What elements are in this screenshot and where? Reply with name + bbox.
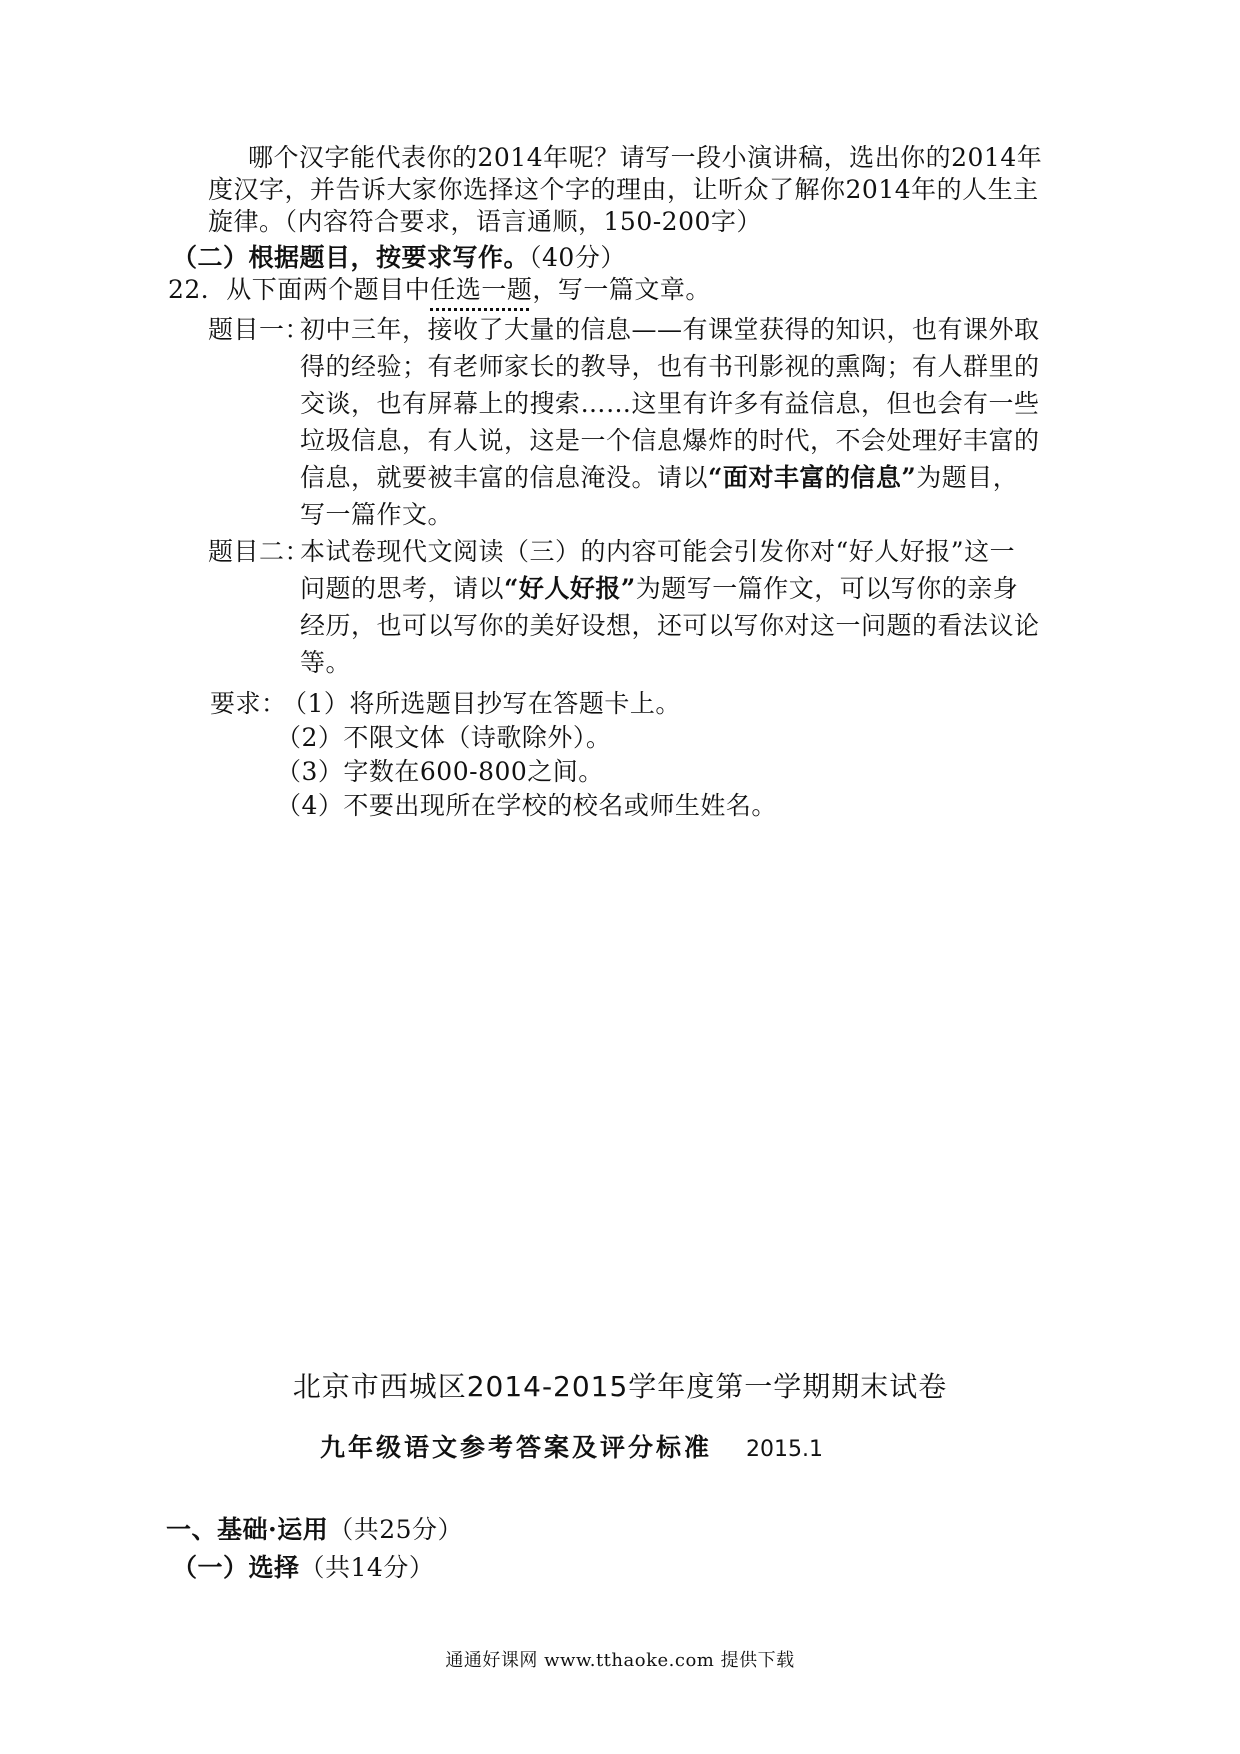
topic-1-line-5-post: 为题目， [916, 463, 1019, 492]
question-22 [168, 270, 711, 310]
section-2-title: （二）根据题目，按要求写作。 [172, 243, 530, 272]
topic-1-line-5 [300, 458, 1018, 498]
topic-2-line-2-pre: 问题的思考，请以 [300, 574, 505, 603]
topic-1-line-4: 垃圾信息，有人说，这是一个信息爆炸的时代，不会处理好丰富的 [300, 426, 1040, 455]
footer-text: 通通好课网 www.tthaoke.com 提供下载 [445, 1650, 795, 1671]
topic-2-label: 题目二： [208, 537, 311, 566]
topic-2-line-3: 经历，也可以写你的美好设想，还可以写你对这一问题的看法议论 [300, 611, 1040, 640]
answer-subtitle: 九年级语文参考答案及评分标准 [320, 1433, 713, 1462]
part-1-title: 一、基础·运用 [166, 1515, 329, 1544]
requirement-4: （4）不要出现所在学校的校名或师生姓名。 [276, 791, 777, 820]
question-22-suffix: ，写一篇文章。 [532, 275, 711, 304]
intro-line-3: 旋律。（内容符合要求，语言通顺，150-200字） [208, 207, 762, 236]
intro-line-2: 度汉字，并告诉大家你选择这个字的理由，让听众了解你2014年的人生主 [208, 175, 1039, 204]
topic-1-line-6: 写一篇作文。 [300, 500, 454, 529]
requirements-label: 要求： [210, 689, 287, 718]
topic-1-label: 题目一： [208, 315, 311, 344]
topic-2-line-2-post: 为题写一篇作文，可以写你的亲身 [635, 574, 1019, 603]
part-1-sub-title: （一）选择 [172, 1553, 300, 1582]
answer-title: 北京市西城区2014-2015学年度第一学期期末试卷 [292, 1370, 948, 1403]
part-1-heading [166, 1510, 463, 1550]
topic-1-line-5-pre: 信息，就要被丰富的信息淹没。请以 [300, 463, 709, 492]
requirement-2: （2）不限文体（诗歌除外）。 [276, 723, 612, 752]
question-22-prefix: 22．从下面两个题目中 [168, 275, 431, 304]
topic-2-line-4: 等。 [300, 648, 352, 677]
topic-1-title: “面对丰富的信息” [708, 463, 917, 492]
topic-1-line-1: 初中三年，接收了大量的信息——有课堂获得的知识，也有课外取 [300, 315, 1040, 344]
topic-2-title: “好人好报” [504, 574, 636, 603]
part-1-score: （共25分） [328, 1515, 464, 1544]
answer-date: 2015.1 [746, 1437, 823, 1462]
requirement-1: （1）将所选题目抄写在答题卡上。 [282, 689, 681, 718]
intro-line-1: 哪个汉字能代表你的2014年呢？请写一段小演讲稿，选出你的2014年 [248, 143, 1043, 172]
topic-1-line-2: 得的经验；有老师家长的教导，也有书刊影视的熏陶；有人群里的 [300, 352, 1040, 381]
topic-2-line-1: 本试卷现代文阅读（三）的内容可能会引发你对“好人好报”这一 [300, 537, 1016, 566]
question-22-emphasis: 任选一题 [430, 275, 533, 304]
topic-2-line-2 [300, 569, 1018, 609]
answer-subtitle-row [320, 1428, 823, 1464]
requirement-3: （3）字数在600-800之间。 [276, 757, 604, 786]
topic-1-line-3: 交谈，也有屏幕上的搜索……这里有许多有益信息，但也会有一些 [300, 389, 1040, 418]
part-1-sub-score: （共14分） [299, 1553, 435, 1582]
section-2-score: （40分） [529, 243, 626, 272]
part-1-sub-heading [172, 1548, 434, 1588]
